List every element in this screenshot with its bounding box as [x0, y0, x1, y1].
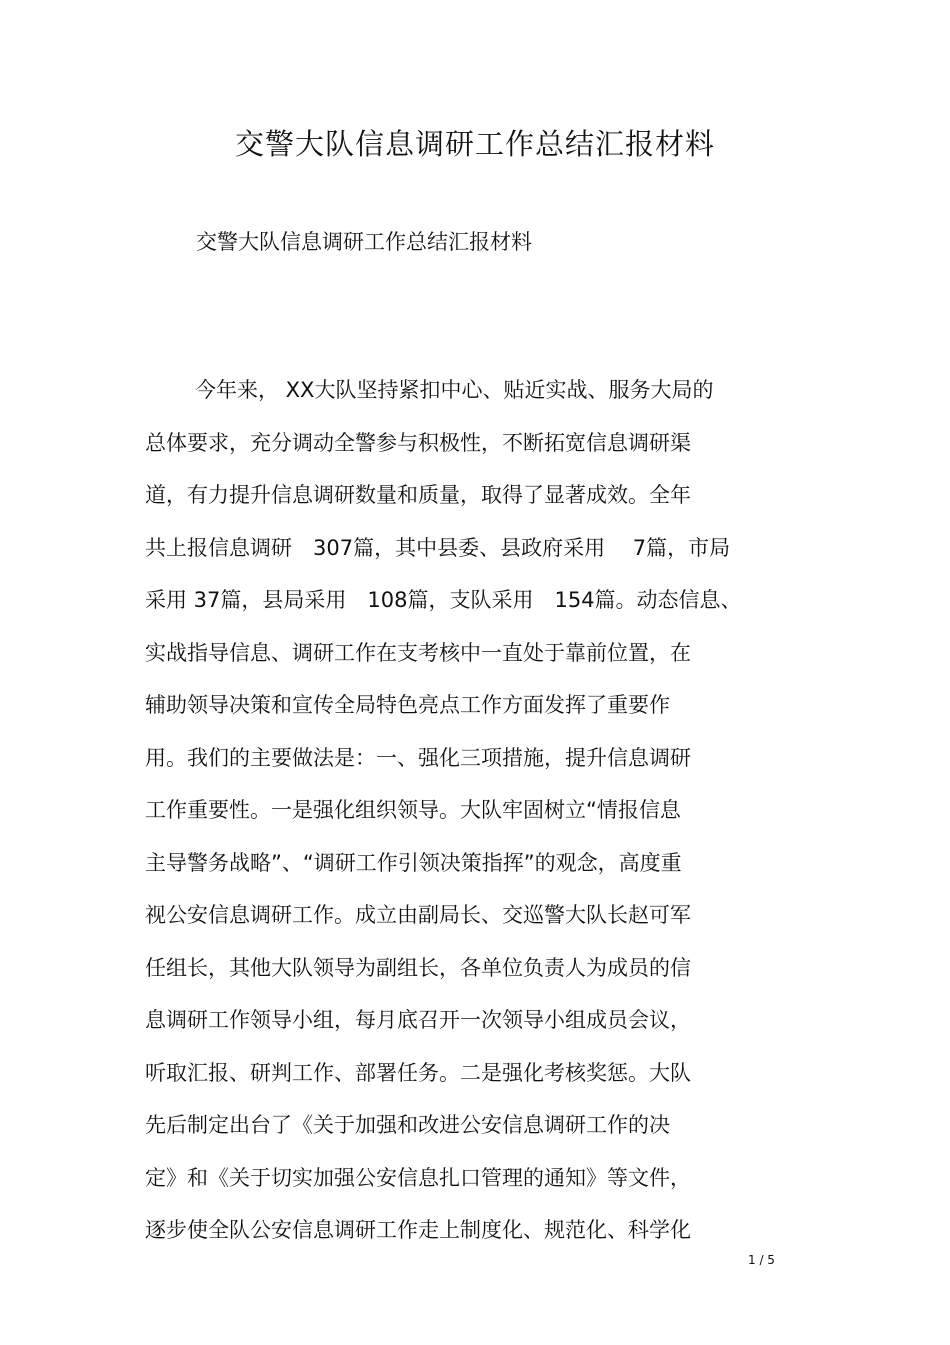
document-subtitle: 交警大队信息调研工作总结汇报材料	[196, 230, 532, 254]
body-line: 定》和《关于切实加强公安信息扎口管理的通知》等文件，	[145, 1165, 691, 1190]
body-line: 逐步使全队公安信息调研工作走上制度化、规范化、科学化	[145, 1218, 691, 1242]
body-line: 辅助领导决策和宣传全局特色亮点工作方面发挥了重要作	[145, 693, 670, 717]
page-number: 1 / 5	[748, 1253, 775, 1267]
body-line: 先后制定出台了《关于加强和改进公安信息调研工作的决	[145, 1113, 670, 1137]
document-title: 交警大队信息调研工作总结汇报材料	[234, 127, 715, 161]
body-line: 共上报信息调研 307篇，其中县委、县政府采用 7篇，市局	[145, 535, 731, 560]
body-line: 听取汇报、研判工作、部署任务。二是强化考核奖惩。大队	[145, 1060, 691, 1085]
body-line: 总体要求，充分调动全警参与积极性，不断拓宽信息调研渠	[145, 430, 691, 455]
body-line: 采用 37篇，县局采用 108篇，支队采用 154篇。动态信息、	[145, 588, 742, 612]
body-line: 用。我们的主要做法是：一、强化三项措施，提升信息调研	[145, 745, 691, 770]
body-line: 任组长，其他大队领导为副组长，各单位负责人为成员的信	[145, 955, 691, 980]
body-line: 道，有力提升信息调研数量和质量，取得了显著成效。全年	[145, 483, 691, 507]
body-line: 实战指导信息、调研工作在支考核中一直处于靠前位置，在	[145, 640, 691, 665]
body-line: 今年来， XX大队坚持紧扣中心、贴近实战、服务大局的	[195, 378, 714, 402]
body-line: 工作重要性。一是强化组织领导。大队牢固树立“情报信息	[145, 798, 681, 822]
body-line: 主导警务战略”、“调研工作引领决策指挥”的观念，高度重	[145, 850, 682, 875]
body-line: 视公安信息调研工作。成立由副局长、交巡警大队长赵可军	[145, 903, 691, 927]
body-line: 息调研工作领导小组，每月底召开一次领导小组成员会议，	[145, 1008, 691, 1032]
body-text	[145, 370, 825, 1263]
